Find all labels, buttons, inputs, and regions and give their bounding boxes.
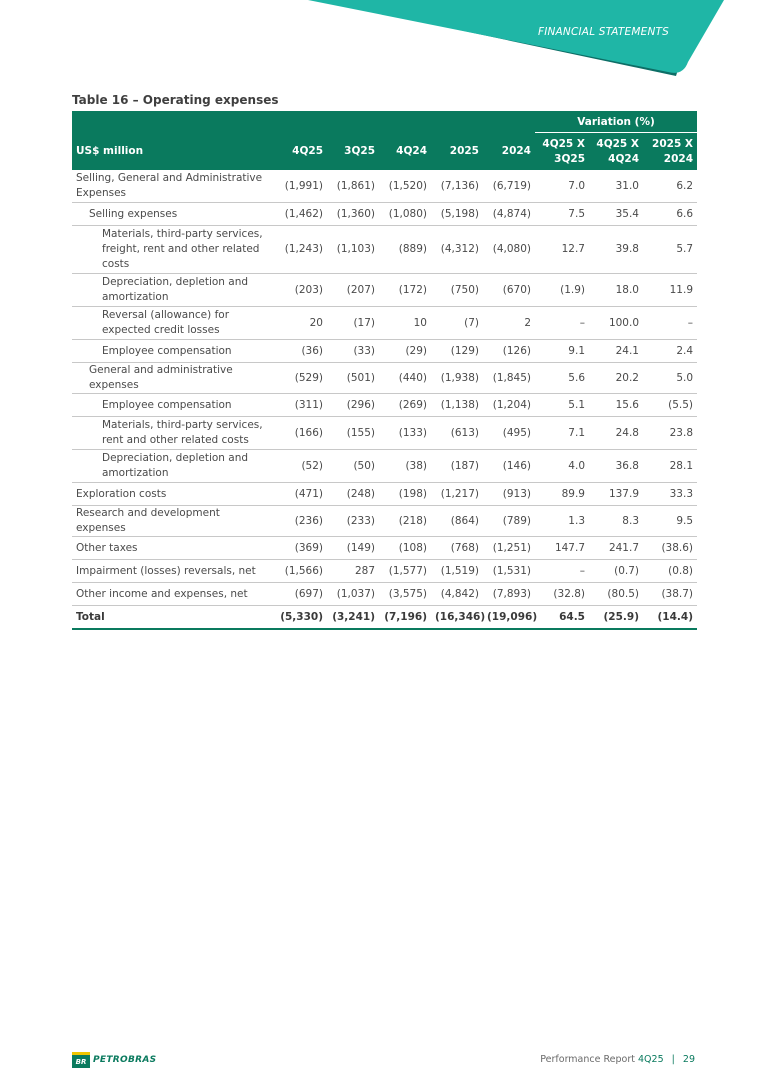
- cell: (495): [483, 417, 535, 450]
- cell: (1,577): [379, 560, 431, 583]
- report-label: Performance Report: [540, 1054, 635, 1065]
- cell: 5.1: [535, 394, 589, 417]
- row-label: Materials, third-party services, rent and other related costs: [72, 417, 275, 450]
- cell: 7.0: [535, 170, 589, 203]
- column-header: 2024: [483, 133, 535, 171]
- cell: 12.7: [535, 226, 589, 274]
- cell: (4,874): [483, 203, 535, 226]
- header-spacer: [72, 111, 535, 133]
- cell: (17): [327, 307, 379, 340]
- report-quarter: 4Q25: [638, 1054, 664, 1065]
- cell: (670): [483, 274, 535, 307]
- cell: (1,204): [483, 394, 535, 417]
- table-row: [72, 450, 697, 483]
- cell: (198): [379, 483, 431, 506]
- cell: 7.5: [535, 203, 589, 226]
- br-logo-icon: BR: [72, 1052, 90, 1068]
- cell: (1,938): [431, 363, 483, 394]
- table-row: [72, 483, 697, 506]
- cell: (1,037): [327, 583, 379, 606]
- cell: (1,138): [431, 394, 483, 417]
- cell: 36.8: [589, 450, 643, 483]
- table-row: [72, 506, 697, 537]
- column-header: 4Q24: [379, 133, 431, 171]
- cell: (3,575): [379, 583, 431, 606]
- cell: (207): [327, 274, 379, 307]
- cell: (33): [327, 340, 379, 363]
- cell: (146): [483, 450, 535, 483]
- cell: (155): [327, 417, 379, 450]
- table-row: [72, 417, 697, 450]
- cell: 5.7: [643, 226, 697, 274]
- cell: (218): [379, 506, 431, 537]
- petrobras-logo: [72, 1052, 156, 1068]
- cell: 6.2: [643, 170, 697, 203]
- table-row: [72, 583, 697, 606]
- variation-header-line-2: 2024: [663, 152, 694, 165]
- variation-header-line-1: 4Q25 X: [596, 137, 639, 150]
- column-header: 3Q25: [327, 133, 379, 171]
- cell: (4,842): [431, 583, 483, 606]
- cell: 24.1: [589, 340, 643, 363]
- column-header: 4Q25: [275, 133, 327, 171]
- cell: (613): [431, 417, 483, 450]
- table-title: Table 16 – Operating expenses: [72, 93, 279, 107]
- cell: 33.3: [643, 483, 697, 506]
- row-label: Other income and expenses, net: [72, 583, 275, 606]
- row-label: Employee compensation: [72, 340, 275, 363]
- cell: 287: [327, 560, 379, 583]
- cell: –: [535, 307, 589, 340]
- cell: 9.5: [643, 506, 697, 537]
- table-row: [72, 203, 697, 226]
- cell: 137.9: [589, 483, 643, 506]
- table-row: [72, 340, 697, 363]
- cell: 15.6: [589, 394, 643, 417]
- row-label: Selling expenses: [72, 203, 275, 226]
- variation-column-header: [643, 133, 697, 171]
- operating-expenses-table: [72, 111, 697, 630]
- cell: 2: [483, 307, 535, 340]
- variation-column-header: [535, 133, 589, 171]
- row-label: General and administrative expenses: [72, 363, 275, 394]
- cell: (1,520): [379, 170, 431, 203]
- cell: 11.9: [643, 274, 697, 307]
- cell: (1,566): [275, 560, 327, 583]
- row-label: Reversal (allowance) for expected credit losses: [72, 307, 275, 340]
- table-row: [72, 560, 697, 583]
- cell: 20.2: [589, 363, 643, 394]
- cell: (36): [275, 340, 327, 363]
- variation-header-line-1: 4Q25 X: [542, 137, 585, 150]
- section-title: FINANCIAL STATEMENTS: [537, 26, 669, 38]
- cell: (5.5): [643, 394, 697, 417]
- table-row: [72, 307, 697, 340]
- cell: (1,360): [327, 203, 379, 226]
- cell: (7,893): [483, 583, 535, 606]
- variation-header-line-2: 3Q25: [554, 152, 585, 165]
- logo-wordmark: PETROBRAS: [93, 1055, 157, 1065]
- cell: 20: [275, 307, 327, 340]
- cell: (6,719): [483, 170, 535, 203]
- page-number: 29: [682, 1054, 695, 1065]
- cell: (25.9): [589, 606, 643, 630]
- cell: (750): [431, 274, 483, 307]
- row-label: Depreciation, depletion and amortization: [72, 450, 275, 483]
- cell: (5,330): [275, 606, 327, 630]
- cell: 6.6: [643, 203, 697, 226]
- cell: (889): [379, 226, 431, 274]
- table-row: [72, 170, 697, 203]
- cell: 100.0: [589, 307, 643, 340]
- cell: (3,241): [327, 606, 379, 630]
- variation-column-header: [589, 133, 643, 171]
- row-label: Research and development expenses: [72, 506, 275, 537]
- cell: (248): [327, 483, 379, 506]
- cell: (52): [275, 450, 327, 483]
- cell: (471): [275, 483, 327, 506]
- table-row: [72, 274, 697, 307]
- unit-header: US$ million: [72, 133, 275, 171]
- cell: (4,080): [483, 226, 535, 274]
- cell: (38): [379, 450, 431, 483]
- cell: (1,251): [483, 537, 535, 560]
- cell: 8.3: [589, 506, 643, 537]
- cell: 5.0: [643, 363, 697, 394]
- cell: (7,196): [379, 606, 431, 630]
- cell: (32.8): [535, 583, 589, 606]
- cell: (236): [275, 506, 327, 537]
- cell: (269): [379, 394, 431, 417]
- cell: (29): [379, 340, 431, 363]
- cell: (501): [327, 363, 379, 394]
- cell: (14.4): [643, 606, 697, 630]
- row-label: Employee compensation: [72, 394, 275, 417]
- table-row: [72, 226, 697, 274]
- row-label: Selling, General and Administrative Expenses: [72, 170, 275, 203]
- cell: (369): [275, 537, 327, 560]
- cell: (1,103): [327, 226, 379, 274]
- cell: (133): [379, 417, 431, 450]
- cell: 7.1: [535, 417, 589, 450]
- cell: (187): [431, 450, 483, 483]
- cell: 147.7: [535, 537, 589, 560]
- cell: 18.0: [589, 274, 643, 307]
- cell: 28.1: [643, 450, 697, 483]
- cell: –: [535, 560, 589, 583]
- cell: (913): [483, 483, 535, 506]
- cell: (296): [327, 394, 379, 417]
- cell: (7): [431, 307, 483, 340]
- cell: (1,217): [431, 483, 483, 506]
- row-label: Total: [72, 606, 275, 630]
- cell: 35.4: [589, 203, 643, 226]
- cell: 23.8: [643, 417, 697, 450]
- cell: (5,198): [431, 203, 483, 226]
- cell: (4,312): [431, 226, 483, 274]
- cell: (768): [431, 537, 483, 560]
- cell: 89.9: [535, 483, 589, 506]
- cell: (1,531): [483, 560, 535, 583]
- cell: (166): [275, 417, 327, 450]
- cell: (38.6): [643, 537, 697, 560]
- cell: (697): [275, 583, 327, 606]
- cell: (864): [431, 506, 483, 537]
- cell: 64.5: [535, 606, 589, 630]
- page-footer: [540, 1054, 695, 1065]
- cell: (1,991): [275, 170, 327, 203]
- cell: (16,346): [431, 606, 483, 630]
- cell: 1.3: [535, 506, 589, 537]
- row-label: Exploration costs: [72, 483, 275, 506]
- row-label: Materials, third-party services, freight, rent and other related costs: [72, 226, 275, 274]
- cell: (19,096): [483, 606, 535, 630]
- cell: (7,136): [431, 170, 483, 203]
- cell: (126): [483, 340, 535, 363]
- cell: (0.7): [589, 560, 643, 583]
- cell: 241.7: [589, 537, 643, 560]
- cell: 24.8: [589, 417, 643, 450]
- table-header-row-1: [72, 111, 697, 133]
- footer-separator: |: [671, 1054, 675, 1065]
- row-label: Impairment (losses) reversals, net: [72, 560, 275, 583]
- row-label: Other taxes: [72, 537, 275, 560]
- cell: (149): [327, 537, 379, 560]
- cell: (129): [431, 340, 483, 363]
- cell: (172): [379, 274, 431, 307]
- table-row: [72, 363, 697, 394]
- cell: (1,845): [483, 363, 535, 394]
- cell: (50): [327, 450, 379, 483]
- row-label: Depreciation, depletion and amortization: [72, 274, 275, 307]
- cell: 39.8: [589, 226, 643, 274]
- column-header: 2025: [431, 133, 483, 171]
- variation-header: Variation (%): [535, 111, 697, 133]
- header-banner: [0, 0, 766, 80]
- cell: (1.9): [535, 274, 589, 307]
- cell: (0.8): [643, 560, 697, 583]
- cell: (108): [379, 537, 431, 560]
- table-row: [72, 537, 697, 560]
- cell: (440): [379, 363, 431, 394]
- cell: 2.4: [643, 340, 697, 363]
- table-row: [72, 394, 697, 417]
- cell: 9.1: [535, 340, 589, 363]
- cell: (311): [275, 394, 327, 417]
- cell: (529): [275, 363, 327, 394]
- cell: 4.0: [535, 450, 589, 483]
- cell: (1,861): [327, 170, 379, 203]
- cell: (1,462): [275, 203, 327, 226]
- cell: –: [643, 307, 697, 340]
- cell: (80.5): [589, 583, 643, 606]
- cell: (203): [275, 274, 327, 307]
- cell: (789): [483, 506, 535, 537]
- table-header-row-2: [72, 133, 697, 171]
- cell: (233): [327, 506, 379, 537]
- variation-header-line-2: 4Q24: [608, 152, 639, 165]
- cell: 31.0: [589, 170, 643, 203]
- cell: (1,080): [379, 203, 431, 226]
- cell: (1,243): [275, 226, 327, 274]
- cell: (1,519): [431, 560, 483, 583]
- cell: 10: [379, 307, 431, 340]
- cell: (38.7): [643, 583, 697, 606]
- cell: 5.6: [535, 363, 589, 394]
- variation-header-line-1: 2025 X: [652, 137, 694, 150]
- total-row: [72, 606, 697, 630]
